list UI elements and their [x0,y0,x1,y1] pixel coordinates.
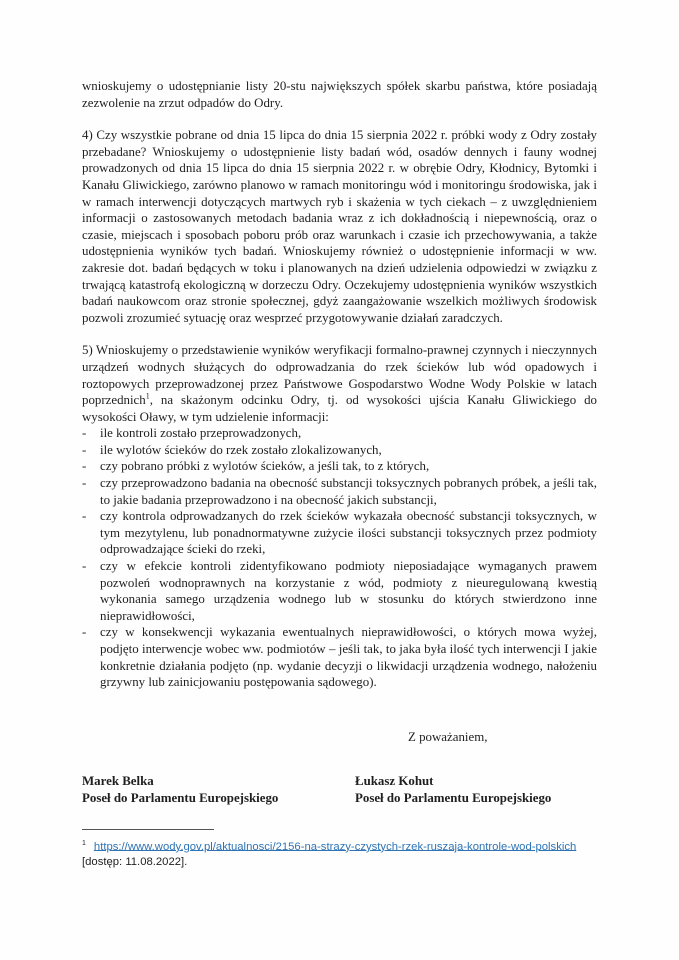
footnote-access-date: [dostęp: 11.08.2022]. [82,856,188,869]
footnote-reference-marker: 1 [145,391,150,401]
list-item [82,425,597,442]
paragraph-5-text-before-footnote-ref: 5) Wnioskujemy o przedstawienie wyników weryfikacji formalno-prawnej czynnych i nieczynnych urządzeń wodnych służących do odprowadzania do rzek ścieków lub wód opadowych i roztopowych przeprowadzonej przez Państwowe Gospodarstwo Wodne Wody Polskie w latach poprzednich [82,343,597,408]
paragraph-4: 4) Czy wszystkie pobrane od dnia 15 lipca do dnia 15 sierpnia 2022 r. próbki wody z Odry zostały przebadane? Wnioskujemy o udostępnienie listy badań wód, osadów dennych i fauny wodnej prowadzonych od dnia 15 lipca do dnia 15 sierpnia 2022 r. w obrębie Odry, Kłodnicy, Bytomki i Kanału Gliwickiego, zarówno planowo w ramach monitoringu wód i monitoringu środowiska, jak i w ramach interwencji dotyczących martwych ryb i skażenia w tych ciekach – z uwzględnieniem informacji o zastosowanych metodach badania wraz z ich dokładnością i niepewnością, oraz o czasie, miejscach i sposobach poboru prób oraz warunkach i czasie ich przechowywania, a także udostępnienia wyników tych badań. Wnioskujemy również o udostępnienie informacji w ww. zakresie dot. badań będących w toku i planowanych na dzień udzielenia odpowiedzi w związku z trwającą katastrofą ekologiczną w dorzeczu Odry. Oczekujemy udostępnienia wyników wszystkich badań naukowcom oraz stronie społecznej, gdyż zaangażowanie wszelkich możliwych środowisk pozwoli zrozumieć sytuację oraz wesprzeć przygotowywanie działań zaradczych. [82,128,597,325]
bullet-text: czy przeprowadzono badania na obecność substancji toksycznych pobranych próbek, a jeśli tak, to jakie badania przeprowadzono i na obecność jakich substancji, [100,476,597,507]
bullet-dash: - [82,442,87,457]
intro-paragraph: wnioskujemy o udostępnianie listy 20-stu największych spółek skarbu państwa, które posiadają zezwolenie na zrzut odpadów do Odry. [82,79,597,110]
request-bullet-list [82,425,597,691]
paragraph-5 [82,342,597,425]
bullet-text: ile wylotów ścieków do rzek zostało zlokalizowanych, [100,442,382,457]
signatory-name: Łukasz Kohut [355,774,434,789]
bullet-dash: - [82,426,87,441]
bullet-dash: - [82,459,87,474]
list-item [82,458,597,475]
list-item [82,508,597,558]
footnote-link[interactable]: https://www.wody.gov.pl/aktualnosci/2156-na-strazy-czystych-rzek-ruszaja-kontrole-wod-polskich [93,840,577,853]
bullet-dash: - [82,476,87,491]
signature-block-right [355,773,551,806]
signature-row [82,773,597,806]
bullet-text: czy w efekcie kontroli zidentyfikowano podmioty nieposiadające wymaganych prawem pozwoleń wodnoprawnych na korzystanie z wód, podmioty z nieuregulowaną kwestią wykonania samego urządzenia wodnego lub w stosunku do których stwierdzono inne nieprawidłowości, [100,559,597,623]
paragraph-5-text-after-footnote-ref: , na skażonym odcinku Odry, tj. od wysokości ujścia Kanału Gliwickiego do wysokości Oławy, w tym udzielenie informacji: [82,393,597,424]
list-item [82,475,597,508]
bullet-dash: - [82,559,87,574]
bullet-dash: - [82,509,87,524]
bullet-dash: - [82,625,87,640]
footnote-marker: 1 [82,839,86,847]
signatory-title: Poseł do Parlamentu Europejskiego [82,790,279,805]
signature-block-left [82,773,355,806]
footnote [82,836,597,871]
list-item [82,624,597,690]
signatory-title: Poseł do Parlamentu Europejskiego [355,790,552,805]
bullet-text: czy pobrano próbki z wylotów ścieków, a jeśli tak, to z których, [100,459,430,474]
bullet-text: czy w konsekwencji wykazania ewentualnych nieprawidłowości, o których mowa wyżej, podjęto interwencje wobec ww. podmiotów – jeśli tak, to jaka była ilość tych interwencji I jakie konkretnie działania podjęto (np. wydanie decyzji o likwidacji urządzenia wodnego, nałożeniu grzywny lub zainicjowaniu postępowania sądowego). [100,625,597,690]
footnote-divider [82,829,214,830]
list-item [82,442,597,459]
closing-salutation: Z poważaniem, [408,729,488,744]
bullet-text: czy kontrola odprowadzanych do rzek ścieków wykazała obecność substancji toksycznych, w tym mezytylenu, lub ponadnormatywne zużycie ilości substancji toksycznych przez podmioty odprowadzające ścieki do rzeki, [100,509,597,557]
bullet-text: ile kontroli zostało przeprowadzonych, [100,426,302,441]
signatory-name: Marek Belka [82,774,154,789]
list-item [82,558,597,624]
